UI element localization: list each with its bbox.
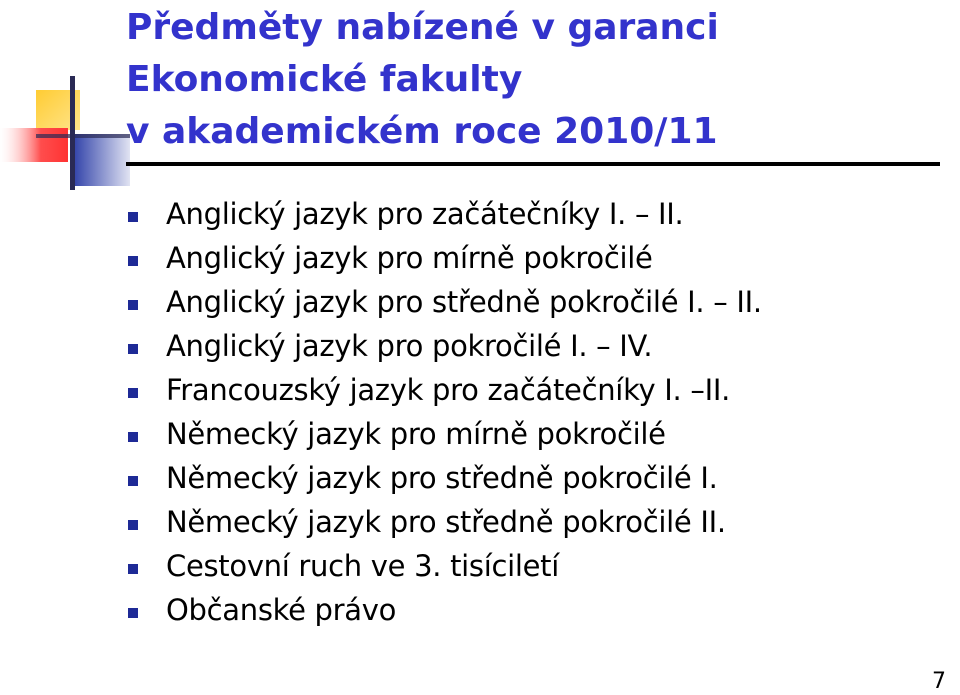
slide-title <box>126 2 719 158</box>
list-item <box>128 588 762 632</box>
square-bullet-icon <box>128 432 138 442</box>
decorative-logo-graphic <box>0 76 130 190</box>
square-bullet-icon <box>128 476 138 486</box>
square-bullet-icon <box>128 212 138 222</box>
list-item <box>128 324 762 368</box>
list-item-text: Občanské právo <box>166 593 397 627</box>
list-item <box>128 500 762 544</box>
list-item-text: Anglický jazyk pro pokročilé I. – IV. <box>166 329 653 363</box>
list-item <box>128 280 762 324</box>
list-item-text: Německý jazyk pro středně pokročilé I. <box>166 461 718 495</box>
list-item-text: Anglický jazyk pro středně pokročilé I. – II. <box>166 285 762 319</box>
title-line: Ekonomické fakulty <box>126 59 523 100</box>
list-item <box>128 192 762 236</box>
square-bullet-icon <box>128 344 138 354</box>
title-line: v akademickém roce 2010/11 <box>126 111 718 152</box>
list-item-text: Anglický jazyk pro začátečníky I. – II. <box>166 197 684 231</box>
list-item-text: Německý jazyk pro středně pokročilé II. <box>166 505 726 539</box>
list-item <box>128 236 762 280</box>
list-item <box>128 544 762 588</box>
list-item-text: Německý jazyk pro mírně pokročilé <box>166 417 666 451</box>
list-item-text: Cestovní ruch ve 3. tisíciletí <box>166 549 560 583</box>
list-item-text: Anglický jazyk pro mírně pokročilé <box>166 241 653 275</box>
list-item <box>128 368 762 412</box>
square-bullet-icon <box>128 608 138 618</box>
square-bullet-icon <box>128 564 138 574</box>
course-list <box>128 192 762 632</box>
square-bullet-icon <box>128 256 138 266</box>
list-item <box>128 456 762 500</box>
square-bullet-icon <box>128 520 138 530</box>
square-bullet-icon <box>128 388 138 398</box>
title-line: Předměty nabízené v garanci <box>126 7 719 48</box>
list-item-text: Francouzský jazyk pro začátečníky I. –II. <box>166 373 731 407</box>
page-number: 7 <box>932 669 946 694</box>
list-item <box>128 412 762 456</box>
title-divider <box>126 162 940 166</box>
square-bullet-icon <box>128 300 138 310</box>
